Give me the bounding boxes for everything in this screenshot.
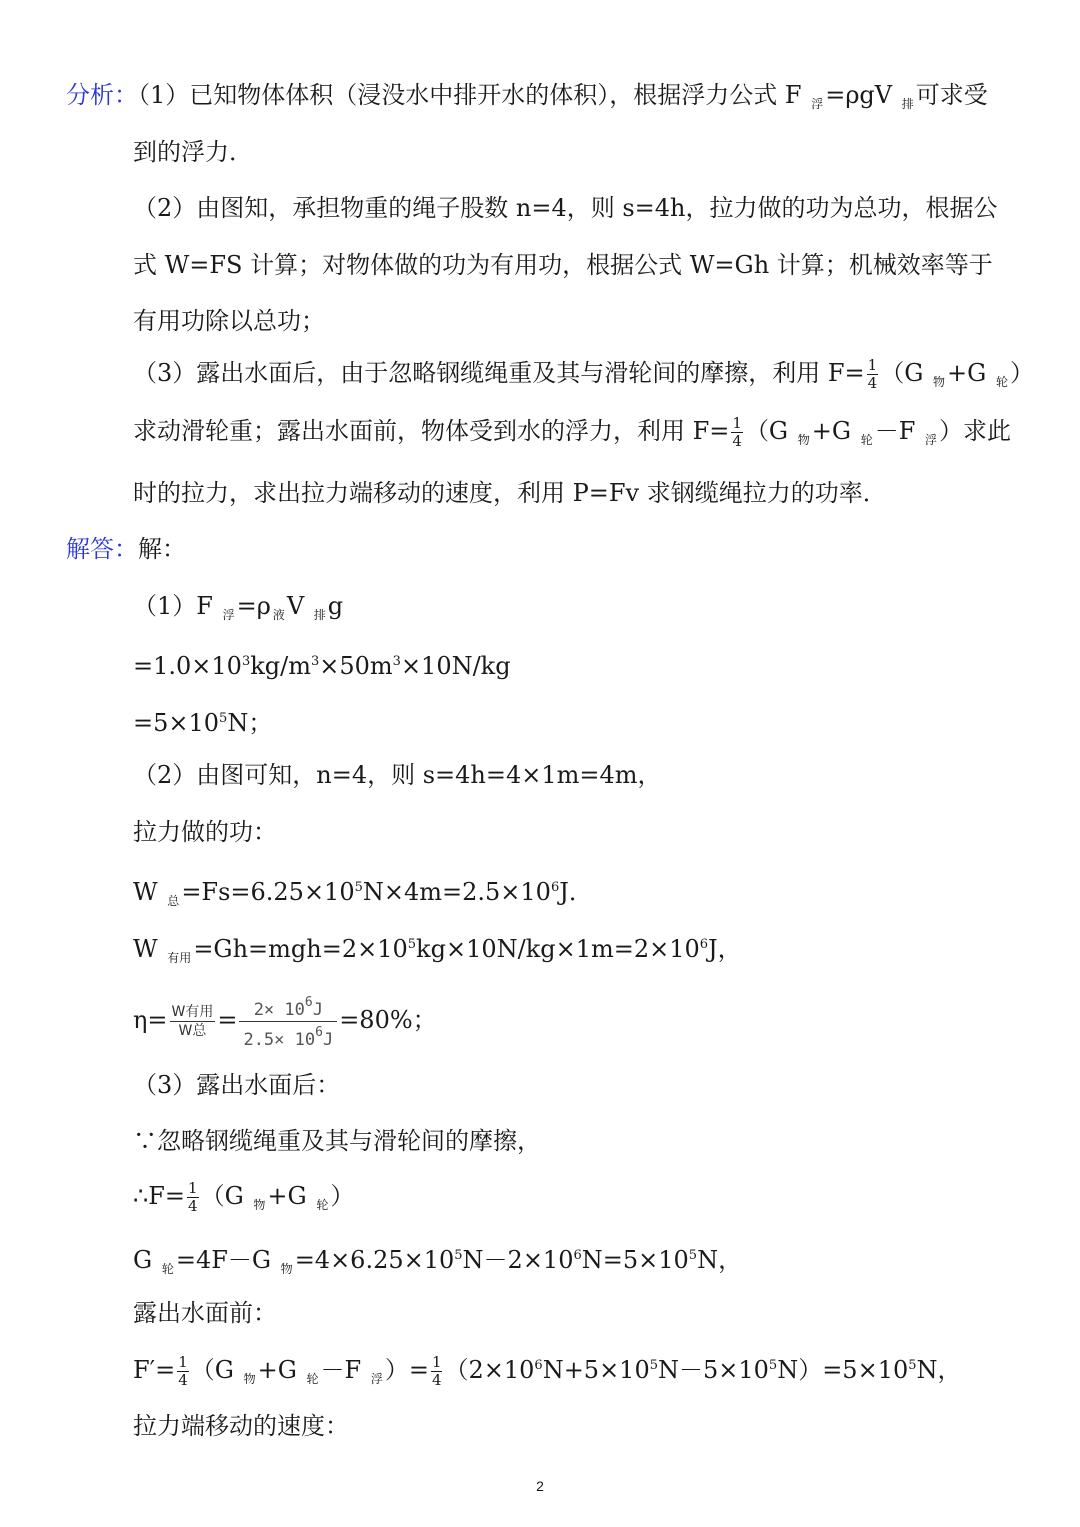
- fraction-numerator: 1: [431, 1353, 442, 1371]
- solution-line-4: （2）由图可知，n=4，则 s=4h=4×1m=4m，: [133, 761, 662, 789]
- solution-line-6: [133, 873, 593, 916]
- superscript: 5: [407, 937, 417, 952]
- fraction-numerator: 1: [188, 1179, 198, 1197]
- subscript: 排: [901, 97, 914, 111]
- superscript: 6: [699, 937, 709, 952]
- text-run: （3）露出水面后，由于忽略钢缆绳重及其与滑轮间的摩擦，利用 F=: [133, 359, 865, 387]
- text-run: J．: [559, 878, 593, 906]
- text-run: N，: [697, 1246, 743, 1274]
- text-run: （G: [190, 1356, 242, 1384]
- superscript: 5: [649, 1358, 658, 1373]
- text-run: G: [133, 1246, 160, 1274]
- subscript: 轮: [995, 375, 1008, 389]
- subscript: 液: [272, 608, 285, 622]
- fraction-numerator: 1: [178, 1353, 188, 1371]
- efficiency-numeric-fraction: [239, 992, 337, 1051]
- solution-line-11: [133, 1180, 354, 1220]
- subscript: 物: [280, 1262, 293, 1276]
- analysis-line-2: 到的浮力．: [133, 138, 253, 166]
- text-run: N，: [916, 1356, 962, 1384]
- subscript: 浮: [370, 1372, 383, 1386]
- solution-line-14: [133, 1351, 962, 1394]
- text-run: =80%；: [339, 1006, 437, 1034]
- text-run: J: [322, 1030, 334, 1050]
- text-run: 可求受: [915, 81, 988, 109]
- solution-line-5: 拉力做的功：: [133, 818, 277, 846]
- text-run: 2× 10: [253, 1000, 305, 1020]
- text-run: F′=: [133, 1356, 176, 1384]
- text-run: +G: [947, 359, 994, 387]
- superscript: 3: [310, 654, 320, 669]
- superscript: 5: [768, 1358, 778, 1373]
- fraction-denominator: [239, 1022, 337, 1051]
- text-run: =ρgV: [825, 81, 900, 109]
- text-run: V: [286, 592, 312, 620]
- subscript: 浮: [811, 97, 824, 111]
- text-run: g: [327, 592, 344, 620]
- text-run: 2.5× 10: [243, 1030, 316, 1050]
- solution-line-2: [133, 647, 511, 681]
- text-run: －F: [874, 417, 923, 445]
- text-run: ）: [1009, 359, 1034, 387]
- text-run: kg×10N/kg×1m=2×10: [416, 935, 700, 963]
- solution-line-3: [133, 704, 272, 738]
- text-run: J: [312, 1000, 323, 1020]
- solution-line-10: ∵忽略钢缆绳重及其与滑轮间的摩擦，: [133, 1127, 541, 1155]
- fraction-quarter: [867, 357, 879, 392]
- text-run: N）=5×10: [777, 1356, 909, 1384]
- superscript: 5: [219, 711, 228, 726]
- subscript: 轮: [306, 1372, 319, 1386]
- text-run: =5×10: [133, 709, 220, 737]
- text-run: 求动滑轮重；露出水面前，物体受到水的浮力，利用 F=: [133, 417, 730, 445]
- superscript: 3: [392, 654, 401, 669]
- solution-line-intro: [66, 534, 186, 564]
- subscript: 浮: [222, 608, 235, 622]
- superscript: 6: [315, 1025, 323, 1040]
- analysis-label: 分析：: [66, 81, 138, 109]
- superscript: 3: [241, 654, 251, 669]
- analysis-line-4: 式 W=FS 计算；对物体做的功为有用功，根据公式 W=Gh 计算；机械效率等于: [133, 251, 993, 279]
- subscript: 物: [797, 433, 810, 447]
- superscript: 6: [573, 1248, 582, 1263]
- text-run: kg/m: [250, 652, 311, 680]
- fraction-numerator: [239, 992, 337, 1022]
- text-run: N×4m=2.5×10: [362, 878, 551, 906]
- text-run: =4×6.25×10: [294, 1246, 455, 1274]
- text-run: W: [133, 935, 166, 963]
- superscript: 5: [354, 880, 363, 895]
- solution-line-13: 露出水面前：: [133, 1299, 277, 1327]
- superscript: 5: [688, 1248, 698, 1263]
- analysis-line-1: [66, 80, 988, 119]
- text-run: N+5×10: [542, 1356, 650, 1384]
- text-run: ∴F=: [133, 1182, 186, 1210]
- text-run: （G: [744, 417, 796, 445]
- text-run: =Fs=6.25×10: [181, 878, 355, 906]
- text-run: （1）F: [133, 592, 221, 620]
- analysis-line-7: [133, 415, 1011, 455]
- superscript: 6: [550, 880, 560, 895]
- solution-line-12: [133, 1241, 742, 1284]
- solution-line-1: [133, 591, 343, 630]
- text-run: J，: [708, 935, 742, 963]
- fraction-denominator: 4: [431, 1371, 442, 1389]
- text-run: ）=: [384, 1356, 429, 1384]
- text-run: ×50m: [319, 652, 393, 680]
- text-run: ）: [330, 1182, 355, 1210]
- solution-line-9: （3）露出水面后：: [133, 1071, 341, 1099]
- text-run: N=5×10: [581, 1246, 689, 1274]
- solution-label: 解答：: [66, 535, 138, 563]
- text-run: =Gh=mgh=2×10: [193, 935, 408, 963]
- analysis-line-3: （2）由图知，承担物重的绳子股数 n=4，则 s=4h，拉力做的功为总功，根据公: [133, 194, 998, 222]
- text-run: +G: [267, 1182, 315, 1210]
- text-run: －F: [320, 1356, 369, 1384]
- superscript: 5: [908, 1358, 917, 1373]
- subscript: 物: [933, 375, 946, 389]
- text-run: +G: [811, 417, 859, 445]
- fraction-numerator: 1: [732, 414, 742, 432]
- text-run: 解：: [138, 535, 186, 563]
- subscript: 排: [313, 608, 326, 622]
- page-number: 2: [536, 1478, 544, 1494]
- text-run: =: [217, 1006, 238, 1034]
- solution-line-8: [133, 992, 437, 1051]
- text-run: ×10N/kg: [400, 652, 511, 680]
- analysis-line-5: 有用功除以总功；: [133, 307, 325, 335]
- text-run: （G: [880, 359, 932, 387]
- text-run: ）求此: [939, 417, 1011, 445]
- subscript: 轮: [860, 433, 873, 447]
- text-run: （G: [200, 1182, 252, 1210]
- text-run: （2×10: [444, 1356, 535, 1384]
- text-run: =4F－G: [175, 1246, 279, 1274]
- fraction-quarter: [431, 1354, 443, 1389]
- subscript: 总: [167, 894, 180, 908]
- superscript: 5: [454, 1248, 463, 1263]
- subscript: 有用: [167, 951, 192, 965]
- superscript: 6: [304, 995, 313, 1010]
- fraction-quarter: [187, 1180, 199, 1215]
- analysis-line-8: 时的拉力，求出拉力端移动的速度，利用 P=Fv 求钢缆绳拉力的功率．: [133, 479, 887, 507]
- text-run: =ρ: [236, 592, 271, 620]
- fraction-denominator: 4: [867, 374, 878, 392]
- fraction-quarter: [177, 1354, 189, 1389]
- fraction-denominator: 4: [732, 432, 742, 450]
- fraction-numerator: W有用: [171, 1004, 214, 1020]
- solution-line-15: 拉力端移动的速度：: [133, 1412, 349, 1440]
- text-run: N；: [227, 709, 273, 737]
- analysis-line-6: [133, 357, 1034, 397]
- text-run: =1.0×10: [133, 652, 242, 680]
- fraction-denominator: 4: [178, 1371, 188, 1389]
- fraction-quarter: [731, 415, 743, 450]
- text-run: η=: [133, 1006, 168, 1034]
- subscript: 物: [243, 1372, 256, 1386]
- subscript: 物: [253, 1198, 266, 1212]
- fraction-numerator: 1: [867, 356, 878, 374]
- fraction-denominator: 4: [188, 1197, 198, 1215]
- text-run: （1）已知物体体积（浸没水中排开水的体积），根据浮力公式 F: [138, 81, 810, 109]
- text-run: +G: [257, 1356, 305, 1384]
- subscript: 轮: [316, 1198, 329, 1212]
- efficiency-symbolic-fraction: [170, 1003, 216, 1040]
- text-run: W: [133, 878, 166, 906]
- text-run: N－5×10: [658, 1356, 769, 1384]
- solution-line-7: [133, 930, 742, 973]
- fraction-denominator: W总: [178, 1023, 207, 1039]
- text-run: N－2×10: [462, 1246, 574, 1274]
- subscript: 浮: [924, 433, 937, 447]
- superscript: 6: [534, 1358, 543, 1373]
- subscript: 轮: [161, 1262, 174, 1276]
